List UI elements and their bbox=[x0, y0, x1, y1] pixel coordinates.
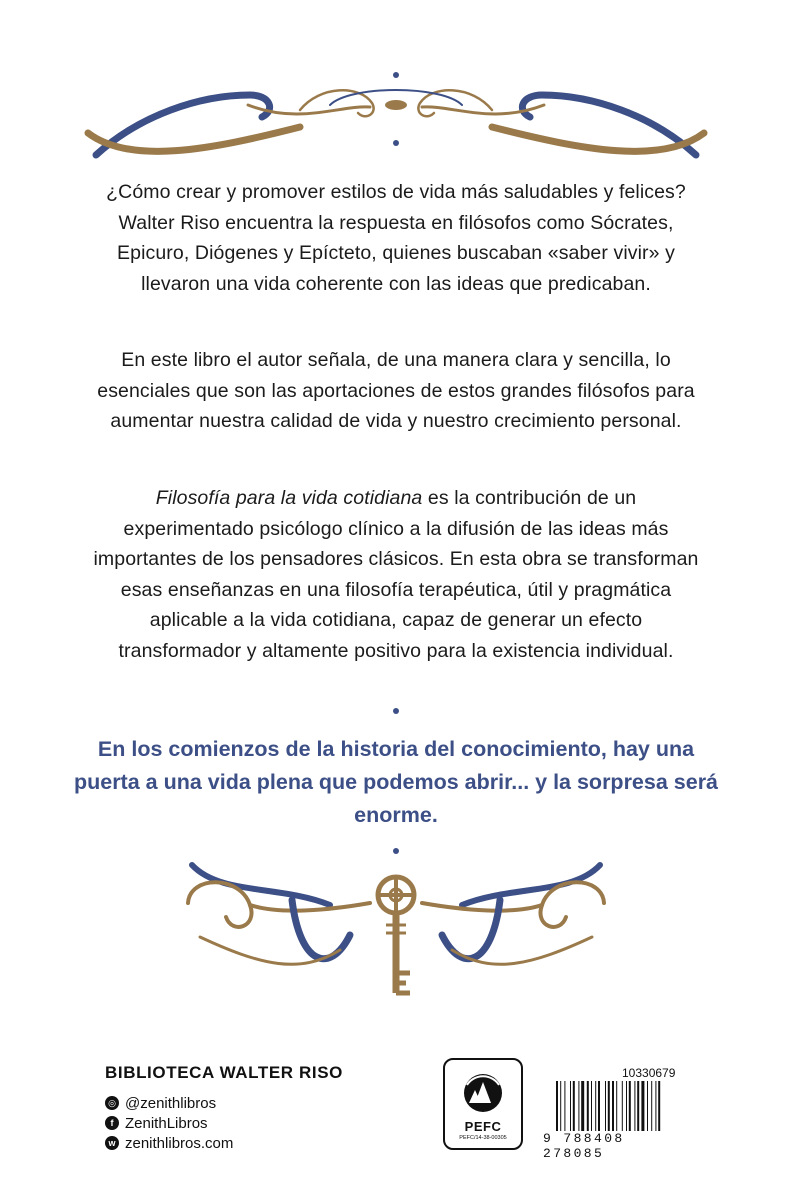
barcode-bar bbox=[647, 1081, 648, 1131]
isbn-number: 9 788408 278085 bbox=[543, 1131, 625, 1161]
barcode-bar bbox=[591, 1081, 592, 1131]
barcode-bar bbox=[598, 1081, 600, 1131]
product-code: 10330679 bbox=[622, 1066, 676, 1080]
barcode-bar bbox=[626, 1081, 627, 1131]
intro-paragraph: ¿Cómo crear y promover estilos de vida más saludables y felices? Walter Riso encuentra la respuesta en filósofos como Sócrates, Epicuro, Diógenes y Epícteto, quienes buscaban «saber vivir» y llevaron una vida coherente con las ideas que predicaban. bbox=[106, 181, 686, 295]
barcode-bar bbox=[634, 1081, 635, 1131]
barcode-bar bbox=[637, 1081, 639, 1131]
barcode-bar bbox=[560, 1081, 561, 1131]
book-contribution-paragraph bbox=[90, 483, 702, 666]
social-instagram[interactable] bbox=[105, 1093, 233, 1113]
barcode-bar bbox=[570, 1081, 571, 1131]
separator-dot bbox=[393, 708, 399, 714]
social-links bbox=[105, 1093, 233, 1153]
website-url: zenithlibros.com bbox=[125, 1134, 234, 1152]
facebook-icon: f bbox=[105, 1116, 119, 1130]
top-ornament bbox=[0, 55, 792, 165]
pefc-logo-icon bbox=[445, 1060, 521, 1120]
barcode-bar bbox=[616, 1081, 617, 1131]
web-icon: w bbox=[105, 1136, 119, 1150]
social-web[interactable] bbox=[105, 1133, 233, 1153]
barcode-bar bbox=[564, 1081, 565, 1131]
barcode-bar bbox=[556, 1081, 558, 1131]
barcode-bar bbox=[629, 1081, 631, 1131]
barcode-bar bbox=[608, 1081, 610, 1131]
barcode-bar bbox=[612, 1081, 614, 1131]
barcode-bar bbox=[573, 1081, 575, 1131]
barcode-bar bbox=[581, 1081, 584, 1131]
barcode-bar bbox=[605, 1081, 606, 1131]
barcode-bar bbox=[578, 1081, 579, 1131]
pefc-certification bbox=[443, 1058, 523, 1150]
barcode-bar bbox=[655, 1081, 656, 1131]
contribution-text: es la contribución de un experimentado psicólogo clínico a la difusión de las ideas más importantes de los pensadores clásicos. En esta obra se transforman esas enseñanzas en una filosofía terapéutica, útil y pragmática aplicable a la vida cotidiana, capaz de generar un efecto transformador y altamente positivo para la existencia individual. bbox=[93, 487, 699, 662]
pefc-code: PEFC/14-38-00305 bbox=[459, 1135, 507, 1141]
barcode-bar bbox=[651, 1081, 652, 1131]
pefc-label: PEFC bbox=[464, 1119, 502, 1134]
barcode-bar bbox=[587, 1081, 589, 1131]
book-description-paragraph: En este libro el autor señala, de una manera clara y sencilla, lo esenciales que son las aportaciones de estos grandes filósofos para aumentar nuestra calidad de vida y nuestro crecimiento personal. bbox=[97, 349, 695, 432]
facebook-handle: ZenithLibros bbox=[125, 1114, 208, 1132]
social-facebook[interactable] bbox=[105, 1113, 233, 1133]
instagram-icon: ◎ bbox=[105, 1096, 119, 1110]
collection-name: BIBLIOTECA WALTER RISO bbox=[105, 1063, 343, 1082]
isbn-barcode bbox=[556, 1081, 696, 1131]
barcode-bar bbox=[658, 1081, 660, 1131]
book-title: Filosofía para la vida cotidiana bbox=[155, 487, 423, 509]
barcode-bar bbox=[622, 1081, 623, 1131]
barcode-bar bbox=[595, 1081, 596, 1131]
separator-dot bbox=[393, 848, 399, 854]
instagram-handle: @zenithlibros bbox=[125, 1094, 217, 1112]
barcode-bar bbox=[641, 1081, 644, 1131]
pullquote: En los comienzos de la historia del conocimiento, hay una puerta a una vida plena que podemos abrir... y la sorpresa será enorme. bbox=[73, 737, 719, 827]
key-ornament bbox=[0, 855, 792, 1005]
